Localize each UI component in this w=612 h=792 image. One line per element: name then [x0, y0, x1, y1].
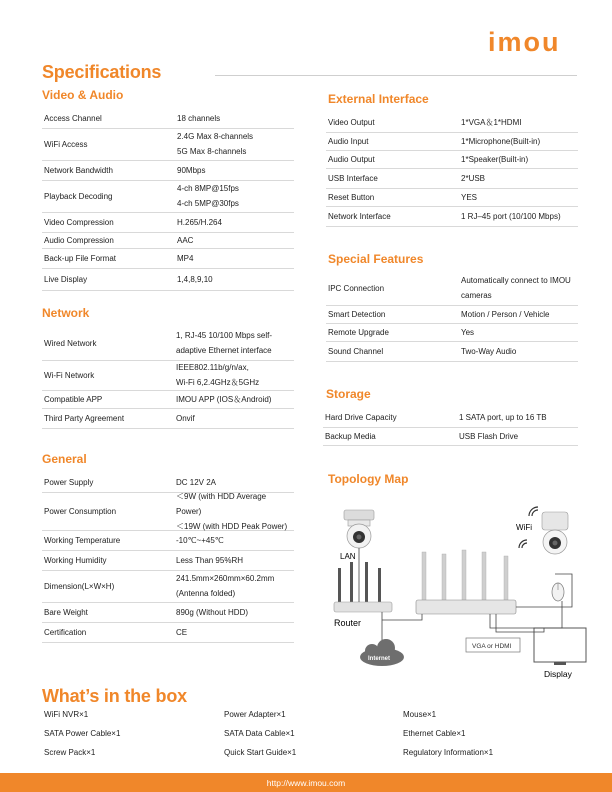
- footer-bar: [0, 773, 612, 792]
- spec-key: Audio Compression: [44, 235, 114, 245]
- spec-key: Back-up File Format: [44, 253, 117, 263]
- spec-value-line: Wi-Fi 6,2.4GHz＆5GHz: [176, 378, 260, 387]
- spec-value-line: adaptive Ethernet interface: [176, 346, 272, 355]
- spec-key: Audio Output: [328, 154, 375, 164]
- spec-value: [461, 271, 571, 305]
- spec-value-line: Two-Way Audio: [461, 346, 517, 356]
- box-item: Quick Start Guide×1: [224, 748, 297, 757]
- spec-value: [176, 530, 224, 550]
- spec-value: [461, 150, 528, 168]
- spec-value-line: 2*USB: [461, 173, 486, 183]
- spec-key: Reset Button: [328, 192, 375, 202]
- spec-value-line: 90Mbps: [177, 165, 206, 175]
- spec-value: [461, 112, 521, 132]
- box-item: Power Adapter×1: [224, 710, 286, 719]
- spec-row: [326, 188, 578, 207]
- spec-value-line: 1,4,8,9,10: [177, 274, 213, 284]
- spec-value-line: 4-ch 8MP@15fps: [177, 184, 239, 193]
- display-label: Display: [544, 669, 572, 679]
- spec-value-line: Onvif: [176, 413, 195, 423]
- spec-row: [326, 150, 578, 169]
- spec-value: [461, 188, 477, 206]
- box-item: WiFi NVR×1: [44, 710, 89, 719]
- network-heading: Network: [42, 306, 90, 320]
- spec-row: [42, 232, 294, 249]
- spec-value-line: H.265/H.264: [177, 217, 222, 227]
- spec-value: [177, 212, 222, 232]
- spec-value-line: ＜19W (with HDD Peak Power): [176, 521, 288, 531]
- svg-text:imou: imou: [488, 28, 561, 54]
- spec-key: WiFi Access: [44, 139, 88, 149]
- title-divider: [215, 75, 577, 76]
- spec-key: Live Display: [44, 274, 88, 284]
- spec-value-line: 18 channels: [177, 113, 221, 123]
- spec-value: [177, 268, 213, 290]
- spec-row: [42, 530, 294, 551]
- spec-key: Working Humidity: [44, 555, 107, 565]
- spec-key: Dimension(L×W×H): [44, 581, 115, 591]
- spec-value: [461, 323, 474, 341]
- page-title: Specifications: [42, 62, 162, 82]
- spec-row: [42, 550, 294, 571]
- spec-key: IPC Connection: [328, 283, 385, 293]
- spec-value: [176, 326, 272, 360]
- spec-value-line: ＜9W (with HDD Average: [176, 491, 267, 501]
- spec-value: [177, 248, 193, 268]
- spec-key: Wired Network: [44, 338, 97, 348]
- spec-row: [326, 305, 578, 324]
- spec-value-line: YES: [461, 192, 478, 202]
- lan-label: LAN: [340, 552, 356, 561]
- spec-value: [177, 128, 253, 160]
- external-interface-heading: External Interface: [328, 92, 429, 106]
- spec-value-line: MP4: [177, 253, 194, 263]
- spec-row: [42, 408, 294, 429]
- vga-hdmi-label: VGA or HDMI: [472, 643, 512, 650]
- spec-value: [461, 206, 561, 226]
- spec-value: [461, 168, 485, 188]
- spec-row: [42, 212, 294, 233]
- spec-row: [326, 168, 578, 189]
- spec-key: Bare Weight: [44, 607, 88, 617]
- box-item: SATA Power Cable×1: [44, 729, 121, 738]
- spec-key: Power Consumption: [44, 506, 117, 516]
- spec-value: [177, 108, 220, 128]
- spec-key: Power Supply: [44, 477, 94, 487]
- spec-row: [42, 268, 294, 291]
- spec-value-line: Automatically connect to IMOU: [461, 276, 571, 285]
- spec-value-line: 241.5mm×260mm×60.2mm: [176, 574, 275, 583]
- spec-value-line: 1 SATA port, up to 16 TB: [459, 412, 547, 422]
- spec-key: Access Channel: [44, 113, 102, 123]
- spec-row: [42, 602, 294, 623]
- spec-key: Playback Decoding: [44, 191, 113, 201]
- spec-value-line: Yes: [461, 327, 475, 337]
- spec-value-line: CE: [176, 627, 188, 637]
- spec-row: [42, 248, 294, 269]
- spec-value-line: IMOU APP (IOS＆Android): [176, 394, 272, 404]
- spec-value: [461, 305, 550, 323]
- spec-row: [42, 108, 294, 129]
- spec-value-line: 5G Max 8-channels: [177, 147, 247, 156]
- spec-key: Network Bandwidth: [44, 165, 113, 175]
- spec-value: [461, 132, 540, 150]
- spec-row: [323, 407, 578, 428]
- spec-row: [326, 112, 578, 133]
- spec-value-line: cameras: [461, 291, 492, 300]
- spec-row: [326, 341, 578, 362]
- spec-row: [42, 128, 294, 161]
- spec-value-line: 2.4G Max 8-channels: [177, 132, 254, 141]
- spec-row: [42, 360, 294, 391]
- spec-value-line: 890g (Without HDD): [176, 607, 249, 617]
- spec-row: [42, 622, 294, 643]
- spec-key: Video Compression: [44, 217, 114, 227]
- spec-value: [176, 492, 287, 530]
- spec-row: [326, 206, 578, 227]
- special-features-heading: Special Features: [328, 252, 424, 266]
- spec-value-line: Less Than 95%RH: [176, 555, 243, 565]
- spec-key: Hard Drive Capacity: [325, 412, 397, 422]
- spec-key: Remote Upgrade: [328, 327, 389, 337]
- spec-row: [323, 427, 578, 446]
- spec-value: [459, 407, 547, 427]
- spec-value: [176, 360, 259, 390]
- spec-value-line: -10℃~+45℃: [176, 535, 224, 545]
- display-icon: [534, 628, 586, 665]
- spec-key: Network Interface: [328, 211, 391, 221]
- spec-key: Certification: [44, 627, 87, 637]
- spec-value-line: 1*Microphone(Built-in): [461, 136, 541, 146]
- box-item: Ethernet Cable×1: [403, 729, 466, 738]
- spec-value-line: AAC: [177, 235, 194, 245]
- box-item: SATA Data Cable×1: [224, 729, 295, 738]
- topology-heading: Topology Map: [328, 472, 409, 486]
- spec-value-line: (Antenna folded): [176, 589, 236, 598]
- spec-key: Compatible APP: [44, 394, 103, 404]
- spec-value-line: 1*Speaker(Built-in): [461, 154, 529, 164]
- spec-key: Audio Input: [328, 136, 369, 146]
- spec-key: Smart Detection: [328, 309, 386, 319]
- spec-value-line: 1*VGA＆1*HDMI: [461, 117, 522, 127]
- spec-key: Wi-Fi Network: [44, 370, 95, 380]
- wifi-label: WiFi: [516, 523, 532, 532]
- router-label: Router: [334, 618, 362, 628]
- box-item: Mouse×1: [403, 710, 437, 719]
- spec-value-line: DC 12V 2A: [176, 477, 217, 487]
- spec-value-line: 4-ch 5MP@30fps: [177, 199, 239, 208]
- spec-value: [459, 427, 518, 445]
- spec-row: [42, 390, 294, 409]
- spec-value-line: USB Flash Drive: [459, 431, 519, 441]
- spec-value: [461, 341, 516, 361]
- spec-row: [42, 492, 294, 531]
- spec-value: [176, 408, 195, 428]
- spec-value-line: Motion / Person / Vehicle: [461, 309, 550, 319]
- spec-key: USB Interface: [328, 173, 378, 183]
- spec-key: Working Temperature: [44, 535, 121, 545]
- spec-row: [326, 271, 578, 306]
- spec-key: Video Output: [328, 117, 375, 127]
- spec-value: [176, 390, 271, 408]
- router-icon: [334, 562, 392, 612]
- spec-key: Third Party Agreement: [44, 413, 125, 423]
- spec-value-line: IEEE802.11b/g/n/ax,: [176, 363, 249, 372]
- video-audio-heading: Video & Audio: [42, 88, 124, 102]
- box-heading: What’s in the box: [42, 686, 187, 706]
- spec-value: [177, 232, 193, 248]
- spec-key: Sound Channel: [328, 346, 384, 356]
- spec-value: [177, 160, 205, 180]
- spec-row: [42, 180, 294, 213]
- box-item: Screw Pack×1: [44, 748, 96, 757]
- spec-value-line: 1 RJ–45 port (10/100 Mbps): [461, 211, 561, 221]
- spec-row: [326, 323, 578, 342]
- internet-label: Internet: [368, 656, 391, 662]
- mouse-icon: [552, 583, 564, 601]
- storage-heading: Storage: [326, 387, 371, 401]
- spec-key: Backup Media: [325, 431, 376, 441]
- spec-row: [326, 132, 578, 151]
- imou-logo: [488, 28, 580, 54]
- spec-row: [42, 160, 294, 181]
- spec-value-line: 1, RJ-45 10/100 Mbps self-: [176, 331, 273, 340]
- spec-value: [177, 180, 239, 212]
- spec-value: [176, 622, 187, 642]
- spec-row: [42, 326, 294, 361]
- footer-url-link[interactable]: http://www.imou.com: [266, 777, 346, 788]
- spec-row: [42, 570, 294, 603]
- general-heading: General: [42, 452, 87, 466]
- spec-value: [176, 570, 274, 602]
- spec-value-line: Power): [176, 506, 202, 516]
- box-item: Regulatory Information×1: [403, 748, 494, 757]
- lan-camera-icon: [344, 510, 374, 548]
- spec-value: [176, 602, 248, 622]
- nvr-icon: [416, 550, 516, 614]
- topology-diagram: [322, 492, 592, 687]
- spec-value: [176, 550, 243, 570]
